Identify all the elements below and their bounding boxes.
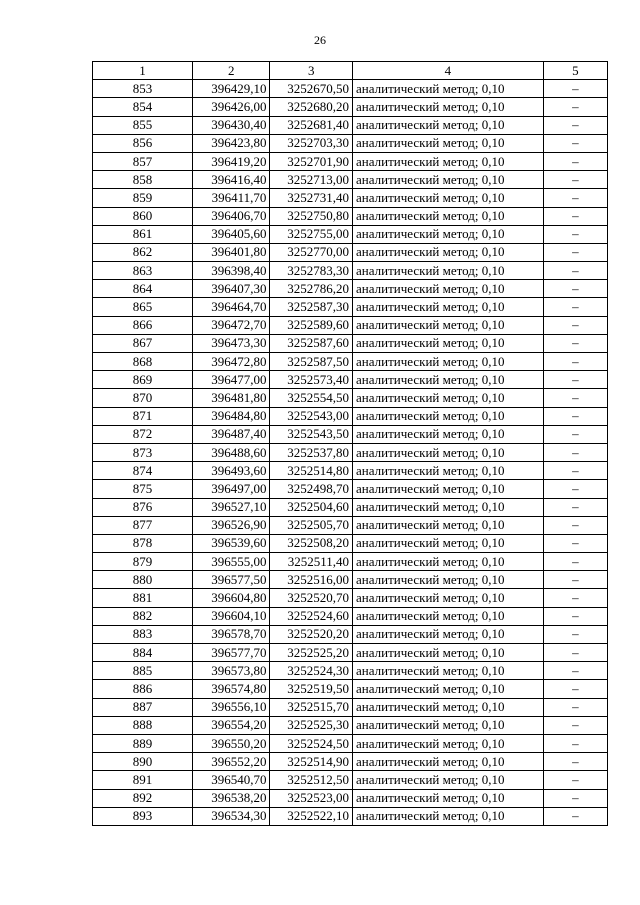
x-coordinate-cell: 396411,70 [192, 189, 270, 207]
table-row [93, 280, 608, 298]
table-row [93, 625, 608, 643]
description-cell: – [543, 680, 607, 698]
point-number-cell: 884 [93, 644, 193, 662]
x-coordinate-cell: 396604,80 [192, 589, 270, 607]
point-number-cell: 879 [93, 553, 193, 571]
method-accuracy-cell: аналитический метод; 0,10 [353, 734, 544, 752]
description-cell: – [543, 644, 607, 662]
method-accuracy-cell: аналитический метод; 0,10 [353, 298, 544, 316]
method-accuracy-cell: аналитический метод; 0,10 [353, 334, 544, 352]
header-row [93, 62, 608, 80]
y-coordinate-cell: 3252504,60 [270, 498, 353, 516]
y-coordinate-cell: 3252524,50 [270, 734, 353, 752]
description-cell: – [543, 407, 607, 425]
description-cell: – [543, 189, 607, 207]
point-number-cell: 864 [93, 280, 193, 298]
y-coordinate-cell: 3252523,00 [270, 789, 353, 807]
point-number-cell: 865 [93, 298, 193, 316]
y-coordinate-cell: 3252543,00 [270, 407, 353, 425]
column-header-1: 1 [93, 62, 193, 80]
method-accuracy-cell: аналитический метод; 0,10 [353, 534, 544, 552]
y-coordinate-cell: 3252512,50 [270, 771, 353, 789]
table-row [93, 662, 608, 680]
x-coordinate-cell: 396464,70 [192, 298, 270, 316]
description-cell: – [543, 152, 607, 170]
y-coordinate-cell: 3252587,50 [270, 353, 353, 371]
point-number-cell: 855 [93, 116, 193, 134]
x-coordinate-cell: 396554,20 [192, 716, 270, 734]
method-accuracy-cell: аналитический метод; 0,10 [353, 407, 544, 425]
description-cell: – [543, 516, 607, 534]
table-row [93, 771, 608, 789]
y-coordinate-cell: 3252573,40 [270, 371, 353, 389]
method-accuracy-cell: аналитический метод; 0,10 [353, 316, 544, 334]
y-coordinate-cell: 3252522,10 [270, 807, 353, 825]
column-header-5: 5 [543, 62, 607, 80]
x-coordinate-cell: 396472,70 [192, 316, 270, 334]
point-number-cell: 878 [93, 534, 193, 552]
x-coordinate-cell: 396423,80 [192, 134, 270, 152]
x-coordinate-cell: 396426,00 [192, 98, 270, 116]
point-number-cell: 888 [93, 716, 193, 734]
table-row [93, 298, 608, 316]
method-accuracy-cell: аналитический метод; 0,10 [353, 353, 544, 371]
table-row [93, 534, 608, 552]
method-accuracy-cell: аналитический метод; 0,10 [353, 589, 544, 607]
description-cell: – [543, 534, 607, 552]
x-coordinate-cell: 396538,20 [192, 789, 270, 807]
page-number: 26 [314, 33, 326, 47]
description-cell: – [543, 753, 607, 771]
x-coordinate-cell: 396526,90 [192, 516, 270, 534]
table-row [93, 753, 608, 771]
table-row [93, 789, 608, 807]
method-accuracy-cell: аналитический метод; 0,10 [353, 607, 544, 625]
description-cell: – [543, 553, 607, 571]
x-coordinate-cell: 396488,60 [192, 443, 270, 461]
y-coordinate-cell: 3252786,20 [270, 280, 353, 298]
method-accuracy-cell: аналитический метод; 0,10 [353, 425, 544, 443]
point-number-cell: 877 [93, 516, 193, 534]
y-coordinate-cell: 3252520,70 [270, 589, 353, 607]
point-number-cell: 872 [93, 425, 193, 443]
x-coordinate-cell: 396556,10 [192, 698, 270, 716]
point-number-cell: 893 [93, 807, 193, 825]
description-cell: – [543, 116, 607, 134]
x-coordinate-cell: 396407,30 [192, 280, 270, 298]
method-accuracy-cell: аналитический метод; 0,10 [353, 98, 544, 116]
description-cell: – [543, 625, 607, 643]
description-cell: – [543, 280, 607, 298]
table-row [93, 443, 608, 461]
table-row [93, 807, 608, 825]
table-row [93, 207, 608, 225]
x-coordinate-cell: 396550,20 [192, 734, 270, 752]
point-number-cell: 866 [93, 316, 193, 334]
table-row [93, 189, 608, 207]
table-row [93, 607, 608, 625]
table-row [93, 243, 608, 261]
table-row [93, 371, 608, 389]
y-coordinate-cell: 3252783,30 [270, 262, 353, 280]
method-accuracy-cell: аналитический метод; 0,10 [353, 498, 544, 516]
point-number-cell: 890 [93, 753, 193, 771]
y-coordinate-cell: 3252731,40 [270, 189, 353, 207]
table-row [93, 734, 608, 752]
description-cell: – [543, 80, 607, 98]
table-row [93, 316, 608, 334]
y-coordinate-cell: 3252516,00 [270, 571, 353, 589]
point-number-cell: 880 [93, 571, 193, 589]
x-coordinate-cell: 396398,40 [192, 262, 270, 280]
point-number-cell: 861 [93, 225, 193, 243]
description-cell: – [543, 207, 607, 225]
description-cell: – [543, 134, 607, 152]
point-number-cell: 857 [93, 152, 193, 170]
x-coordinate-cell: 396539,60 [192, 534, 270, 552]
table-row [93, 225, 608, 243]
x-coordinate-cell: 396430,40 [192, 116, 270, 134]
y-coordinate-cell: 3252508,20 [270, 534, 353, 552]
description-cell: – [543, 389, 607, 407]
method-accuracy-cell: аналитический метод; 0,10 [353, 480, 544, 498]
method-accuracy-cell: аналитический метод; 0,10 [353, 389, 544, 407]
description-cell: – [543, 698, 607, 716]
x-coordinate-cell: 396405,60 [192, 225, 270, 243]
point-number-cell: 889 [93, 734, 193, 752]
method-accuracy-cell: аналитический метод; 0,10 [353, 152, 544, 170]
x-coordinate-cell: 396497,00 [192, 480, 270, 498]
method-accuracy-cell: аналитический метод; 0,10 [353, 371, 544, 389]
table-row [93, 334, 608, 352]
x-coordinate-cell: 396416,40 [192, 171, 270, 189]
y-coordinate-cell: 3252543,50 [270, 425, 353, 443]
x-coordinate-cell: 396555,00 [192, 553, 270, 571]
x-coordinate-cell: 396477,00 [192, 371, 270, 389]
y-coordinate-cell: 3252514,90 [270, 753, 353, 771]
point-number-cell: 862 [93, 243, 193, 261]
table-row [93, 80, 608, 98]
y-coordinate-cell: 3252587,60 [270, 334, 353, 352]
column-header-4: 4 [353, 62, 544, 80]
y-coordinate-cell: 3252713,00 [270, 171, 353, 189]
y-coordinate-cell: 3252524,30 [270, 662, 353, 680]
point-number-cell: 885 [93, 662, 193, 680]
description-cell: – [543, 316, 607, 334]
method-accuracy-cell: аналитический метод; 0,10 [353, 262, 544, 280]
description-cell: – [543, 789, 607, 807]
y-coordinate-cell: 3252520,20 [270, 625, 353, 643]
method-accuracy-cell: аналитический метод; 0,10 [353, 698, 544, 716]
column-header-2: 2 [192, 62, 270, 80]
point-number-cell: 854 [93, 98, 193, 116]
point-number-cell: 856 [93, 134, 193, 152]
table-row [93, 589, 608, 607]
table-row [93, 171, 608, 189]
y-coordinate-cell: 3252515,70 [270, 698, 353, 716]
method-accuracy-cell: аналитический метод; 0,10 [353, 134, 544, 152]
description-cell: – [543, 480, 607, 498]
table-row [93, 516, 608, 534]
method-accuracy-cell: аналитический метод; 0,10 [353, 80, 544, 98]
point-number-cell: 873 [93, 443, 193, 461]
y-coordinate-cell: 3252755,00 [270, 225, 353, 243]
x-coordinate-cell: 396406,70 [192, 207, 270, 225]
point-number-cell: 858 [93, 171, 193, 189]
y-coordinate-cell: 3252770,00 [270, 243, 353, 261]
method-accuracy-cell: аналитический метод; 0,10 [353, 171, 544, 189]
point-number-cell: 875 [93, 480, 193, 498]
method-accuracy-cell: аналитический метод; 0,10 [353, 753, 544, 771]
method-accuracy-cell: аналитический метод; 0,10 [353, 207, 544, 225]
method-accuracy-cell: аналитический метод; 0,10 [353, 225, 544, 243]
method-accuracy-cell: аналитический метод; 0,10 [353, 789, 544, 807]
description-cell: – [543, 716, 607, 734]
x-coordinate-cell: 396604,10 [192, 607, 270, 625]
method-accuracy-cell: аналитический метод; 0,10 [353, 807, 544, 825]
description-cell: – [543, 371, 607, 389]
point-number-cell: 870 [93, 389, 193, 407]
x-coordinate-cell: 396472,80 [192, 353, 270, 371]
x-coordinate-cell: 396473,30 [192, 334, 270, 352]
table-row [93, 134, 608, 152]
description-cell: – [543, 353, 607, 371]
point-number-cell: 853 [93, 80, 193, 98]
description-cell: – [543, 243, 607, 261]
point-number-cell: 859 [93, 189, 193, 207]
table-row [93, 553, 608, 571]
x-coordinate-cell: 396419,20 [192, 152, 270, 170]
column-header-3: 3 [270, 62, 353, 80]
y-coordinate-cell: 3252670,50 [270, 80, 353, 98]
y-coordinate-cell: 3252680,20 [270, 98, 353, 116]
description-cell: – [543, 462, 607, 480]
table-row [93, 680, 608, 698]
method-accuracy-cell: аналитический метод; 0,10 [353, 443, 544, 461]
y-coordinate-cell: 3252750,80 [270, 207, 353, 225]
method-accuracy-cell: аналитический метод; 0,10 [353, 680, 544, 698]
point-number-cell: 863 [93, 262, 193, 280]
method-accuracy-cell: аналитический метод; 0,10 [353, 716, 544, 734]
description-cell: – [543, 589, 607, 607]
y-coordinate-cell: 3252554,50 [270, 389, 353, 407]
method-accuracy-cell: аналитический метод; 0,10 [353, 243, 544, 261]
point-number-cell: 874 [93, 462, 193, 480]
x-coordinate-cell: 396527,10 [192, 498, 270, 516]
description-cell: – [543, 425, 607, 443]
point-number-cell: 860 [93, 207, 193, 225]
point-number-cell: 869 [93, 371, 193, 389]
y-coordinate-cell: 3252511,40 [270, 553, 353, 571]
table-row [93, 389, 608, 407]
description-cell: – [543, 262, 607, 280]
method-accuracy-cell: аналитический метод; 0,10 [353, 516, 544, 534]
method-accuracy-cell: аналитический метод; 0,10 [353, 280, 544, 298]
method-accuracy-cell: аналитический метод; 0,10 [353, 644, 544, 662]
y-coordinate-cell: 3252703,30 [270, 134, 353, 152]
table-row [93, 116, 608, 134]
method-accuracy-cell: аналитический метод; 0,10 [353, 662, 544, 680]
y-coordinate-cell: 3252505,70 [270, 516, 353, 534]
point-number-cell: 883 [93, 625, 193, 643]
table-row [93, 152, 608, 170]
description-cell: – [543, 98, 607, 116]
table-row [93, 571, 608, 589]
x-coordinate-cell: 396552,20 [192, 753, 270, 771]
table-row [93, 716, 608, 734]
description-cell: – [543, 571, 607, 589]
table-row [93, 425, 608, 443]
method-accuracy-cell: аналитический метод; 0,10 [353, 771, 544, 789]
y-coordinate-cell: 3252514,80 [270, 462, 353, 480]
y-coordinate-cell: 3252525,30 [270, 716, 353, 734]
point-number-cell: 881 [93, 589, 193, 607]
table-header [93, 62, 608, 80]
table-row [93, 462, 608, 480]
coordinates-table [92, 61, 608, 826]
x-coordinate-cell: 396573,80 [192, 662, 270, 680]
point-number-cell: 891 [93, 771, 193, 789]
description-cell: – [543, 771, 607, 789]
point-number-cell: 876 [93, 498, 193, 516]
x-coordinate-cell: 396574,80 [192, 680, 270, 698]
point-number-cell: 887 [93, 698, 193, 716]
x-coordinate-cell: 396401,80 [192, 243, 270, 261]
method-accuracy-cell: аналитический метод; 0,10 [353, 116, 544, 134]
table-row [93, 698, 608, 716]
description-cell: – [543, 334, 607, 352]
x-coordinate-cell: 396487,40 [192, 425, 270, 443]
method-accuracy-cell: аналитический метод; 0,10 [353, 189, 544, 207]
x-coordinate-cell: 396540,70 [192, 771, 270, 789]
table-body [93, 80, 608, 826]
x-coordinate-cell: 396577,50 [192, 571, 270, 589]
y-coordinate-cell: 3252498,70 [270, 480, 353, 498]
y-coordinate-cell: 3252589,60 [270, 316, 353, 334]
description-cell: – [543, 443, 607, 461]
table-row [93, 480, 608, 498]
y-coordinate-cell: 3252519,50 [270, 680, 353, 698]
x-coordinate-cell: 396481,80 [192, 389, 270, 407]
x-coordinate-cell: 396578,70 [192, 625, 270, 643]
description-cell: – [543, 734, 607, 752]
point-number-cell: 882 [93, 607, 193, 625]
method-accuracy-cell: аналитический метод; 0,10 [353, 571, 544, 589]
y-coordinate-cell: 3252587,30 [270, 298, 353, 316]
point-number-cell: 868 [93, 353, 193, 371]
description-cell: – [543, 607, 607, 625]
y-coordinate-cell: 3252537,80 [270, 443, 353, 461]
y-coordinate-cell: 3252701,90 [270, 152, 353, 170]
x-coordinate-cell: 396577,70 [192, 644, 270, 662]
description-cell: – [543, 171, 607, 189]
method-accuracy-cell: аналитический метод; 0,10 [353, 553, 544, 571]
description-cell: – [543, 662, 607, 680]
table-row [93, 262, 608, 280]
table-row [93, 644, 608, 662]
table-row [93, 98, 608, 116]
y-coordinate-cell: 3252525,20 [270, 644, 353, 662]
y-coordinate-cell: 3252524,60 [270, 607, 353, 625]
x-coordinate-cell: 396534,30 [192, 807, 270, 825]
description-cell: – [543, 498, 607, 516]
point-number-cell: 886 [93, 680, 193, 698]
description-cell: – [543, 225, 607, 243]
x-coordinate-cell: 396429,10 [192, 80, 270, 98]
method-accuracy-cell: аналитический метод; 0,10 [353, 625, 544, 643]
description-cell: – [543, 807, 607, 825]
y-coordinate-cell: 3252681,40 [270, 116, 353, 134]
table-row [93, 353, 608, 371]
point-number-cell: 867 [93, 334, 193, 352]
table-row [93, 407, 608, 425]
point-number-cell: 892 [93, 789, 193, 807]
method-accuracy-cell: аналитический метод; 0,10 [353, 462, 544, 480]
x-coordinate-cell: 396493,60 [192, 462, 270, 480]
x-coordinate-cell: 396484,80 [192, 407, 270, 425]
description-cell: – [543, 298, 607, 316]
point-number-cell: 871 [93, 407, 193, 425]
table-row [93, 498, 608, 516]
